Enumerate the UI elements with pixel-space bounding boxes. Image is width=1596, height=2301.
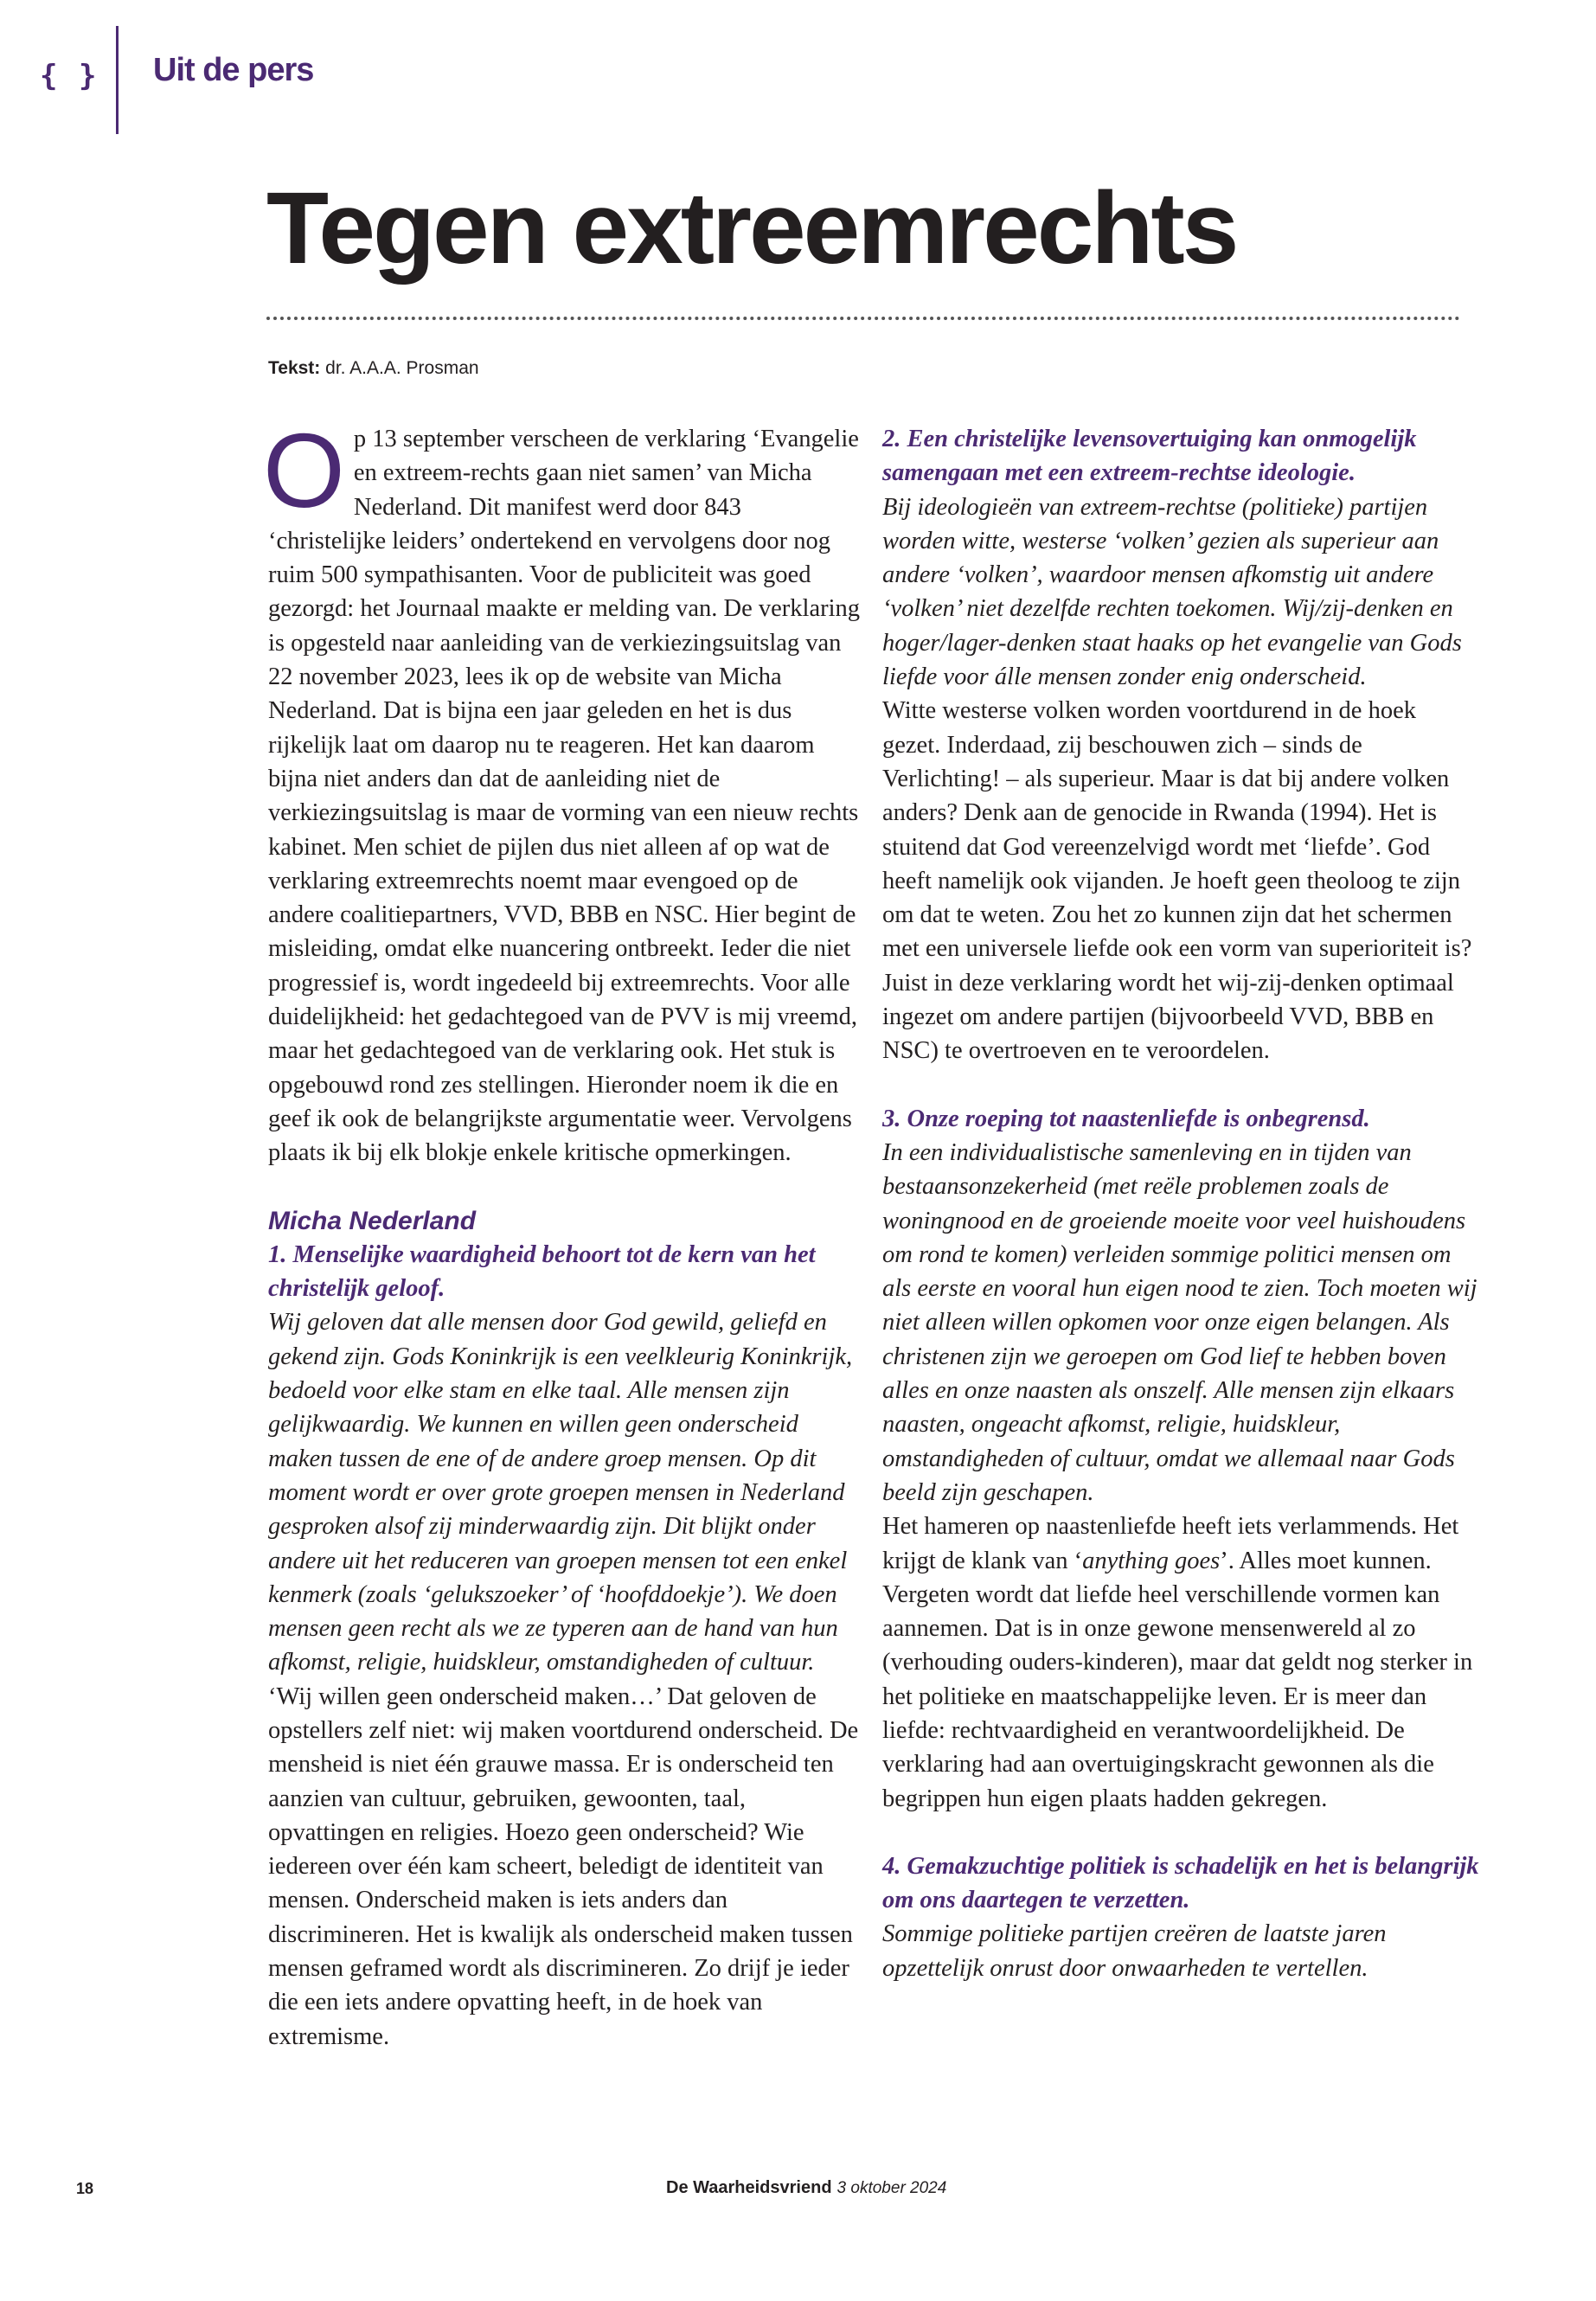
byline bbox=[268, 358, 479, 379]
thesis-3: 3. Onze roeping tot naastenliefde is onbegrensd. bbox=[882, 1105, 1370, 1132]
section-name: Uit de pers bbox=[153, 52, 314, 88]
comment-1: ‘Wij willen geen onderscheid maken…’ Dat geloven de opstellers zelf niet: wij maken voortdurend onderscheid. De mensheid is niet één grauwe massa. Er is onderscheid ten aanzien van cultuur, gebruiken, gewoonten, taal, opvattingen en religies. Hoezo geen onderscheid? Wie iedereen over één kam scheert, beledigt de identiteit van mensen. Onderscheid maken is iets anders dan discrimineren. Het is kwalijk als onderscheid maken tussen mensen geframed wordt als discrimineren. Zo drijf je ieder die een iets andere opvatting heeft, in de hoek van extremisme. bbox=[268, 1682, 859, 2050]
thesis-4: 4. Gemakzuchtige politiek is schadelijk en het is belangrijk om ons daartegen te verzetten. bbox=[882, 1852, 1479, 1914]
issue-date: 3 oktober 2024 bbox=[836, 2179, 947, 2197]
thesis-2: 2. Een christelijke levensovertuiging kan onmogelijk samengaan met een extreem-rechtse ideologie. bbox=[882, 426, 1417, 487]
braces-icon: { } bbox=[40, 59, 99, 93]
column-left bbox=[263, 412, 865, 2054]
quote-1: Wij geloven dat alle mensen door God gewild, geliefd en gekend zijn. Gods Koninkrijk is een veelkleurig Koninkrijk, bedoeld voor elke stam en elke taal. Alle mensen zijn gelijkwaardig. We kunnen en willen geen onderscheid maken tussen de ene of de andere groep mensen. Op dit moment wordt er over grote groepen mensen in Nederland gesproken alsof zij minderwaardig zijn. Dit blijkt onder andere uit het reduceren van groepen mensen tot een enkel kenmerk (zoals ‘gelukszoeker’ of ‘hoofddoekje’). We doen mensen geen recht als we ze typeren aan de hand van hun afkomst, religie, huidskleur, omstandigheden of cultuur. bbox=[268, 1309, 853, 1676]
column-right bbox=[882, 422, 1479, 1985]
subheading-micha: Micha Nederland bbox=[268, 1206, 477, 1235]
quote-4: Sommige politieke partijen creëren de laatste jaren opzettelijk onrust door onwaarheden te vertellen. bbox=[882, 1920, 1387, 1982]
article-title: Tegen extreemrechts bbox=[266, 171, 1237, 285]
footer-magazine bbox=[666, 2178, 946, 2198]
title-divider bbox=[266, 317, 1460, 320]
comment-3: Het hameren op naastenliefde heeft iets verlammends. Het krijgt de klank van ‘anything goes’. Alles moet kunnen. Vergeten wordt dat liefde heel verschillende vormen kan aannemen. Dat is in onze gewone mensenwereld al zo (verhouding ouders-kinderen), maar dat geldt nog sterker in het politieke en maatschappelijke leven. Er is meer dan liefde: rechtvaardigheid en verantwoordelijkheid. De verklaring had aan overtuigingskracht gewonnen als die begrippen hun eigen plaats hadden gekregen. bbox=[882, 1513, 1473, 1812]
intro-paragraph bbox=[263, 412, 865, 1170]
byline-label: Tekst: bbox=[268, 358, 321, 378]
quote-2: Bij ideologieën van extreem-rechtse (politieke) partijen worden witte, westerse ‘volken’ gezien als superieur aan andere ‘volken’, waardoor mensen afkomstig uit andere ‘volken’ niet dezelfde rechten toekomen. Wij/zij-denken en hoger/lager-denken staat haaks op het evangelie van Gods liefde voor álle mensen zonder enig onderscheid. bbox=[882, 493, 1462, 691]
quote-3: In een individualistische samenleving en in tijden van bestaansonzekerheid (met reële problemen zoals de woningnood en de groeiende moeite voor veel huishoudens om rond te komen) verleiden sommige politici mensen om als eerste en vooral hun eigen nood te zien. Toch moeten wij niet alleen willen opkomen voor onze eigen belangen. Als christenen zijn we geroepen om God lief te hebben boven alles en onze naasten als onszelf. Alle mensen zijn elkaars naasten, ongeacht afkomst, religie, huidskleur, omstandigheden of cultuur, omdat we allemaal naar Gods beeld zijn geschapen. bbox=[882, 1138, 1477, 1506]
comment-3-italic: anything goes bbox=[1082, 1547, 1221, 1574]
byline-author: dr. A.A.A. Prosman bbox=[325, 358, 479, 378]
intro-text: p 13 september verscheen de verklaring ‘Evangelie en extreem-rechts gaan niet samen’ van Micha Nederland. Dit manifest werd door 843 ‘christelijke leiders’ ondertekend en vervolgens door nog ruim 500 sympathisanten. Voor de publiciteit was goed gezorgd: het Journaal maakte er melding van. De verklaring is opgesteld naar aanleiding van de verkiezingsuitslag van 22 november 2023, lees ik op de website van Micha Nederland. Dat is bijna een jaar geleden en het is dus rijkelijk laat om daarop nu te reageren. Het kan daarom bijna niet anders dan dat de aanleiding niet de verkiezingsuitslag is maar de vorming van een nieuw rechts kabinet. Men schiet de pijlen dus niet alleen af op wat de verklaring extreemrechts noemt maar evengoed op de andere coalitiepartners, VVD, BBB en NSC. Hier begint de misleiding, omdat elke nuancering ontbreekt. Ieder die niet progressief is, wordt ingedeeld bij extreemrechts. Voor alle duidelijkheid: het gedachtegoed van de PVV is mij vreemd, maar het gedachtegoed van de verklaring ook. Het stuk is opgebouwd rond zes stellingen. Hieronder noem ik die en geef ik ook de belangrijkste argumentatie weer. Vervolgens plaats ik bij elk blokje enkele kritische opmerkingen. bbox=[268, 426, 861, 1167]
page-number: 18 bbox=[76, 2180, 94, 2197]
thesis-1: 1. Menselijke waardigheid behoort tot de kern van het christelijk geloof. bbox=[268, 1240, 816, 1303]
drop-cap: O bbox=[263, 412, 345, 529]
comment-2: Witte westerse volken worden voortdurend in de hoek gezet. Inderdaad, zij beschouwen zich – sinds de Verlichting! – als superieur. Maar is dat bij andere volken anders? Denk aan de genocide in Rwanda (1994). Het is stuitend dat God vereenzelvigd wordt met ‘liefde’. God heeft namelijk ook vijanden. Je hoeft geen theoloog te zijn om dat te weten. Zou het zo kunnen zijn dat het schermen met een universele liefde ook een vorm van superioriteit is? Juist in deze verklaring wordt het wij-zij-denken optimaal ingezet om andere partijen (bijvoorbeeld VVD, BBB en NSC) te overtroeven en te veroordelen. bbox=[882, 697, 1472, 1065]
magazine-name: De Waarheidsvriend bbox=[666, 2178, 832, 2197]
header-divider bbox=[116, 26, 119, 134]
